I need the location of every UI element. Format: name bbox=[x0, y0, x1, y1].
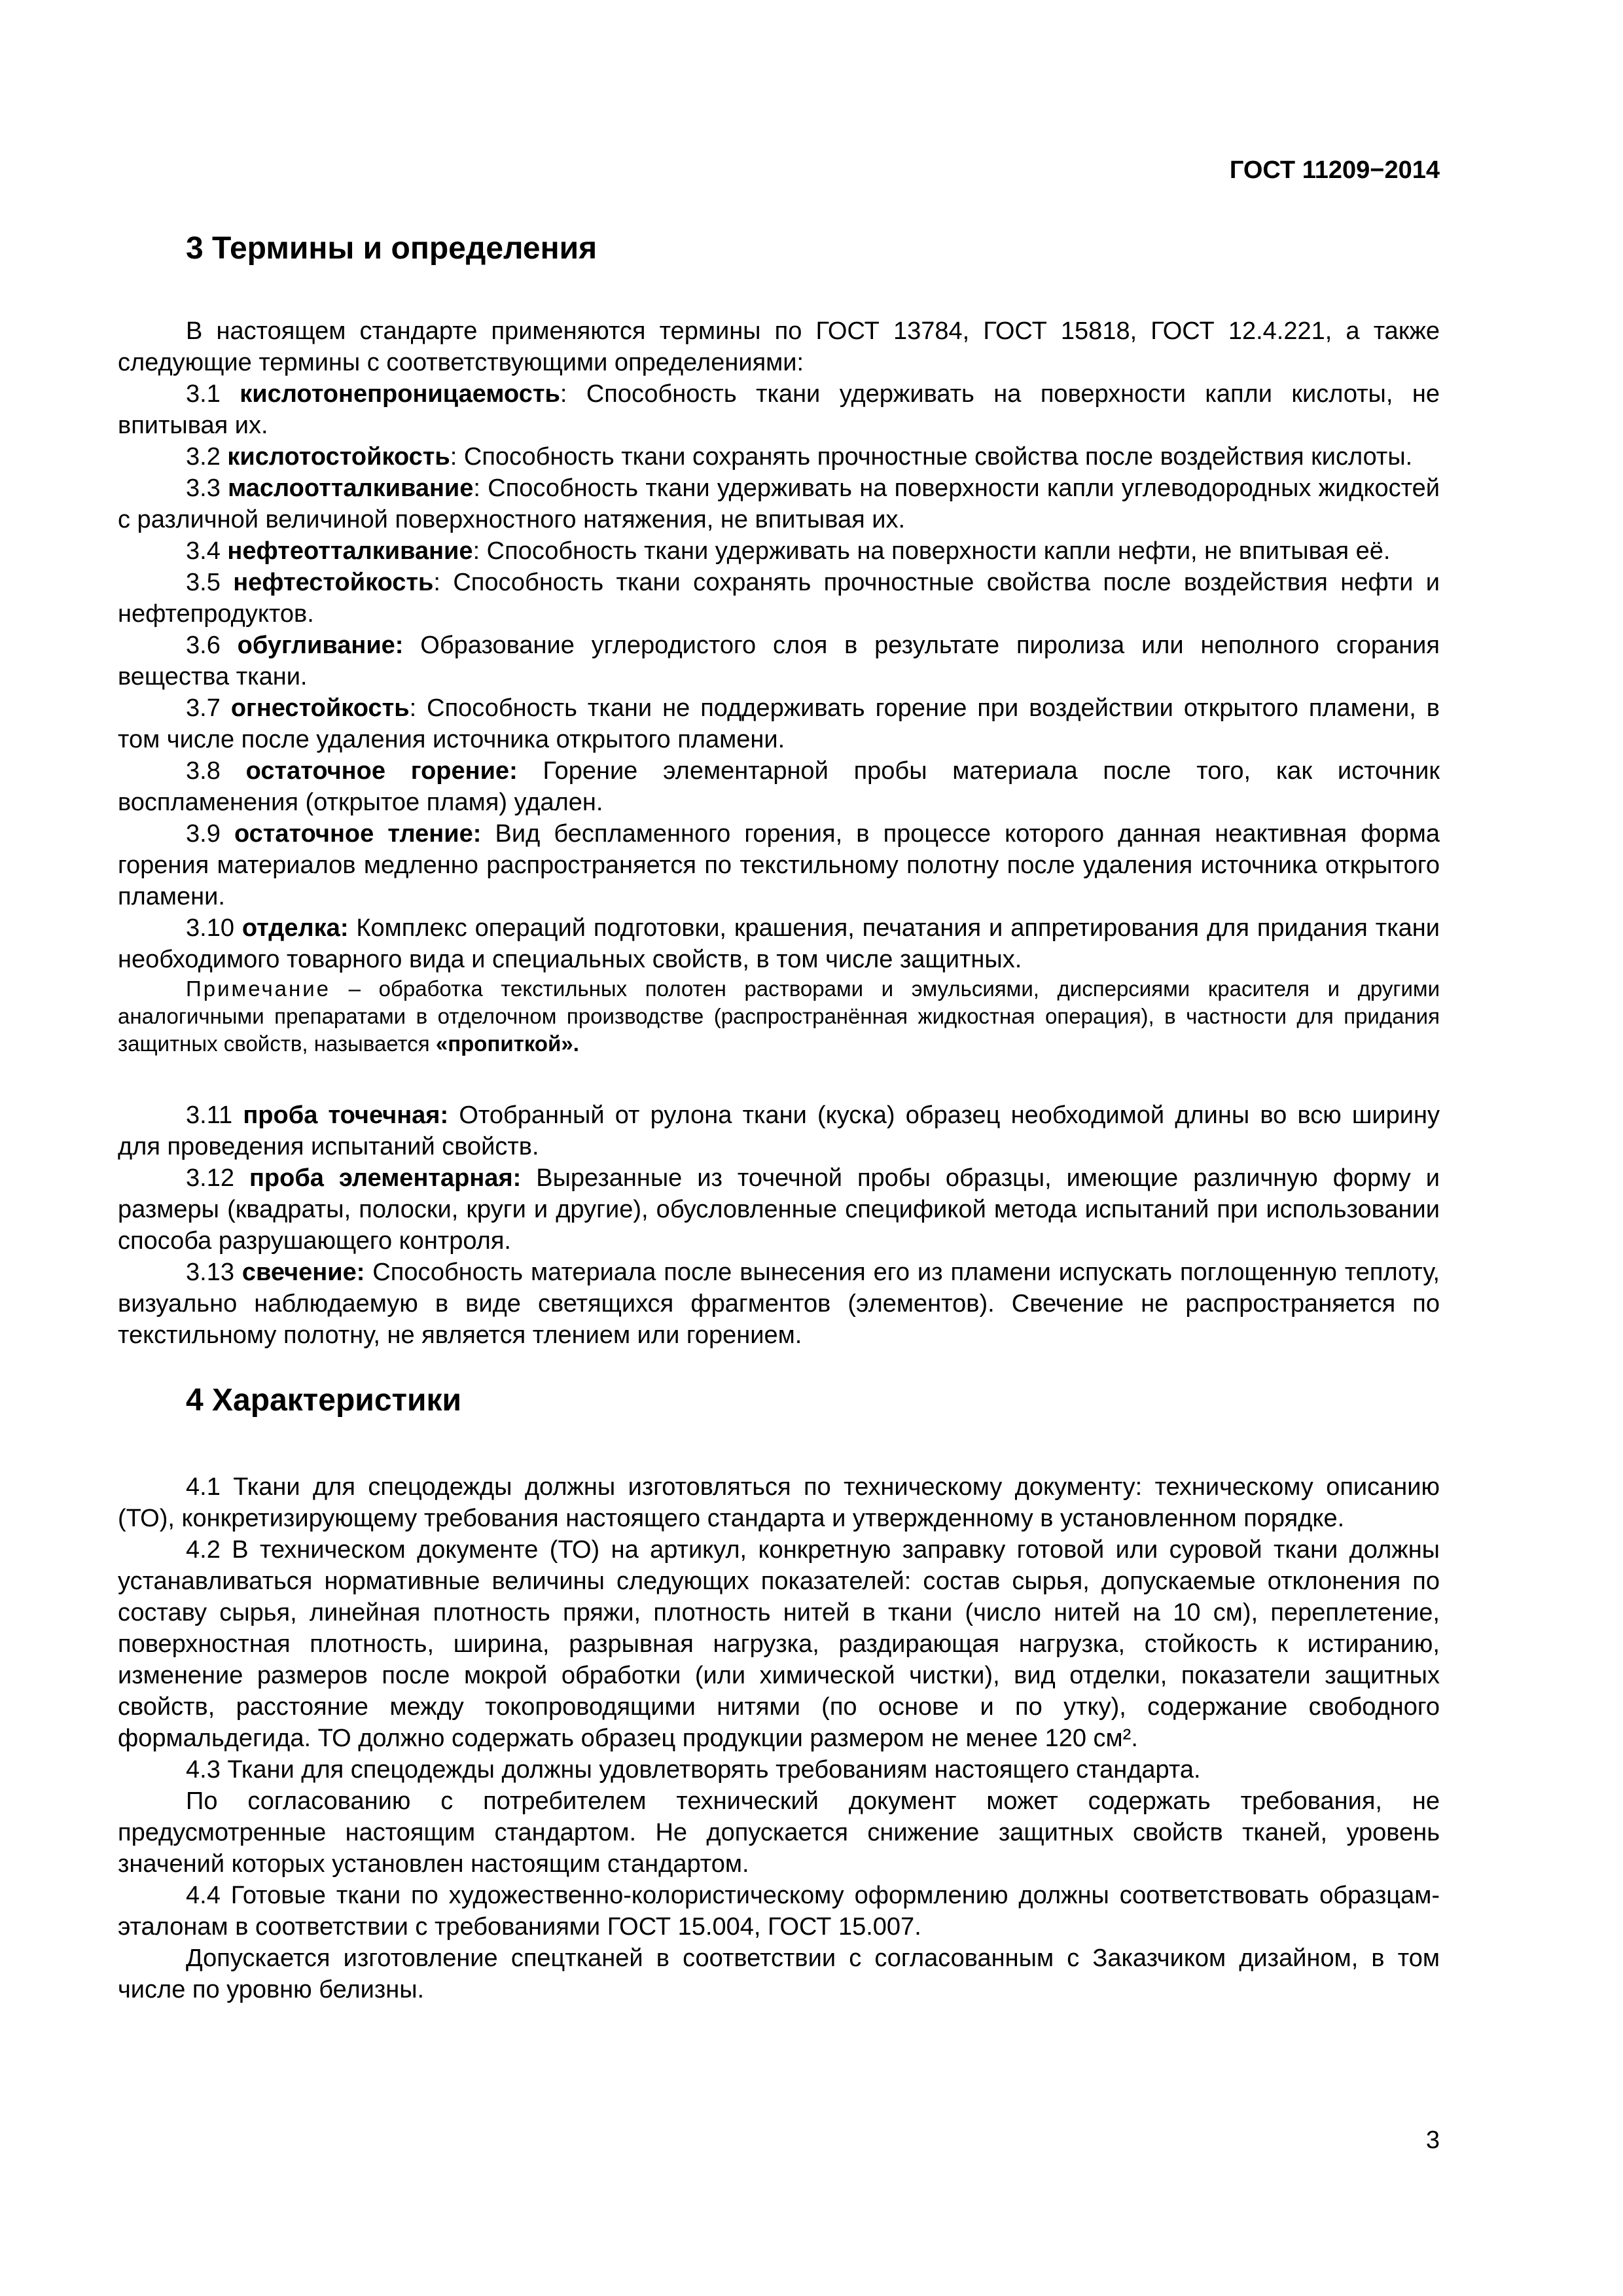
term-name: отделка: bbox=[241, 914, 349, 942]
paragraph-4-3-agreement: По согласованию с потребителем технический документ может содержать требования, не предусмотренные настоящим стандартом. Не допускается снижение защитных свойств тканей, уровень значений которых установлен настоящим стандартом. bbox=[118, 1787, 1440, 1878]
term-definition: : Способность ткани удерживать на поверхности капли кислоты, не впитывая их. bbox=[118, 380, 1440, 439]
term-3-11 bbox=[118, 1100, 1440, 1162]
term-3-12 bbox=[118, 1162, 1440, 1257]
section-3-heading: 3 Термины и определения bbox=[186, 231, 597, 266]
term-number: 3.12 bbox=[186, 1164, 249, 1192]
paragraph-4-2: 4.2 В техническом документе (ТО) на артикул, конкретную заправку готовой или суровой ткани должны устанавливаться нормативные величины следующих показателей: состав сырья, допускаемые отклонения по составу сырья, линейная плотность пряжи, плотность нитей в ткани (число нитей на 10 см), переплетение, поверхностная плотность, ширина, разрывная нагрузка, раздирающая нагрузка, стойкость к истиранию, изменение размеров после мокрой обработки (или химической чистки), вид отделки, показатели защитных свойств, расстояние между токопроводящими нитями (по основе и по утку), содержание свободного формальдегида. ТО должно содержать образец продукции размером не менее 120 см². bbox=[118, 1536, 1440, 1752]
term-definition: Вырезанные из точечной пробы образцы, имеющие различную форму и размеры (квадраты, полоски, круги и другие), обусловленные спецификой метода испытаний при использовании способа разрушающего контроля. bbox=[118, 1164, 1440, 1255]
term-3-5 bbox=[118, 567, 1440, 630]
term-name: остаточное горение: bbox=[245, 757, 518, 785]
term-number: 3.10 bbox=[186, 914, 242, 942]
note-quoted-term: «пропиткой». bbox=[435, 1031, 579, 1056]
term-number: 3.9 bbox=[186, 820, 234, 848]
paragraph-4-4-design: Допускается изготовление спецтканей в соответствии с согласованным с Заказчиком дизайном, в том числе по уровню белизны. bbox=[118, 1945, 1440, 2003]
term-name: кислотонепроницаемость bbox=[240, 380, 560, 408]
section-4-heading: 4 Характеристики bbox=[186, 1383, 462, 1418]
paragraph-4-1: 4.1 Ткани для спецодежды должны изготовляться по техническому документу: техническому описанию (ТО), конкретизирующему требования настоящего стандарта и утвержденному в установленном порядке. bbox=[118, 1473, 1440, 1532]
term-name: нефтестойкость bbox=[233, 569, 434, 596]
paragraph-4-3: 4.3 Ткани для спецодежды должны удовлетворять требованиям настоящего стандарта. bbox=[186, 1756, 1201, 1784]
term-definition: Горение элементарной пробы материала после того, как источник воспламенения (открытое пламя) удален. bbox=[118, 757, 1440, 816]
term-name: кислотостойкость bbox=[227, 443, 450, 471]
term-number: 3.2 bbox=[186, 443, 228, 471]
term-3-7 bbox=[118, 692, 1440, 755]
term-definition: : Способность ткани сохранять прочностные свойства после воздействия кислоты. bbox=[450, 443, 1413, 471]
paragraph-4-4: 4.4 Готовые ткани по художественно-колористическому оформлению должны соответствовать образцам-эталонам в соответствии с требованиями ГОСТ 15.004, ГОСТ 15.007. bbox=[118, 1882, 1440, 1941]
term-name: проба элементарная: bbox=[249, 1164, 522, 1192]
term-number: 3.7 bbox=[186, 694, 231, 722]
term-3-6 bbox=[118, 630, 1440, 692]
note-label: Примечание bbox=[186, 977, 331, 1001]
term-definition: : Способность ткани сохранять прочностные свойства после воздействия нефти и нефтепродуктов. bbox=[118, 569, 1440, 628]
term-number: 3.3 bbox=[186, 475, 228, 502]
section-3-intro: В настоящем стандарте применяются термины по ГОСТ 13784, ГОСТ 15818, ГОСТ 12.4.221, а также следующие термины с соответствующими определениями: bbox=[118, 317, 1440, 376]
term-3-13 bbox=[118, 1257, 1440, 1351]
term-number: 3.13 bbox=[186, 1259, 242, 1286]
term-3-10 bbox=[118, 912, 1440, 975]
document-id-header: ГОСТ 11209−2014 bbox=[1229, 156, 1440, 184]
term-definition: : Способность ткани не поддерживать горение при воздействии открытого пламени, в том числе после удаления источника открытого пламени. bbox=[118, 694, 1440, 753]
term-3-4 bbox=[118, 535, 1440, 567]
term-3-8 bbox=[118, 755, 1440, 818]
term-definition: Вид беспламенного горения, в процессе которого данная неактивная форма горения материалов медленно распространяется по текстильному полотну после удаления источника открытого пламени. bbox=[118, 820, 1440, 910]
term-definition: Образование углеродистого слоя в результате пиролиза или неполного сгорания вещества ткани. bbox=[118, 632, 1440, 691]
term-name: остаточное тление: bbox=[234, 820, 482, 848]
term-definition: Отобранный от рулона ткани (куска) образец необходимой длины во всю ширину для проведения испытаний свойств. bbox=[118, 1102, 1440, 1160]
page-content bbox=[118, 229, 1440, 2005]
term-number: 3.11 bbox=[186, 1102, 243, 1129]
term-3-9 bbox=[118, 818, 1440, 912]
term-3-2 bbox=[118, 441, 1440, 473]
term-number: 3.8 bbox=[186, 757, 246, 785]
term-name: маслоотталкивание bbox=[228, 475, 474, 502]
term-number: 3.6 bbox=[186, 632, 238, 659]
term-definition: Способность материала после вынесения его из пламени испускать поглощенную теплоту, визуально наблюдаемую в виде светящихся фрагментов (элементов). Свечение не распространяется по текстильному полотну, не является тлением или горением. bbox=[118, 1259, 1440, 1349]
term-name: нефтеотталкивание bbox=[227, 537, 473, 565]
term-number: 3.4 bbox=[186, 537, 228, 565]
term-definition: : Способность ткани удерживать на поверхности капли углеводородных жидкостей с различной величиной поверхностного натяжения, не впитывая их. bbox=[118, 475, 1440, 533]
term-name: свечение: bbox=[241, 1259, 365, 1286]
term-name: обугливание: bbox=[237, 632, 404, 659]
term-3-1 bbox=[118, 378, 1440, 441]
page-number: 3 bbox=[1425, 2126, 1440, 2154]
term-definition: : Способность ткани удерживать на поверхности капли нефти, не впитывая её. bbox=[473, 537, 1391, 565]
note bbox=[118, 975, 1440, 1058]
term-definition: Комплекс операций подготовки, крашения, печатания и аппретирования для придания ткани необходимого товарного вида и специальных свойств, в том числе защитных. bbox=[118, 914, 1440, 973]
term-number: 3.1 bbox=[186, 380, 240, 408]
term-3-3 bbox=[118, 473, 1440, 535]
term-name: огнестойкость bbox=[230, 694, 410, 722]
term-number: 3.5 bbox=[186, 569, 234, 596]
term-name: проба точечная: bbox=[243, 1102, 449, 1129]
note-text: – обработка текстильных полотен растворами и эмульсиями, дисперсиями красителя и другими аналогичными препаратами в отделочном производстве (распространённая жидкостная операция), в частности для придания защитных свойств, называется bbox=[118, 977, 1440, 1056]
